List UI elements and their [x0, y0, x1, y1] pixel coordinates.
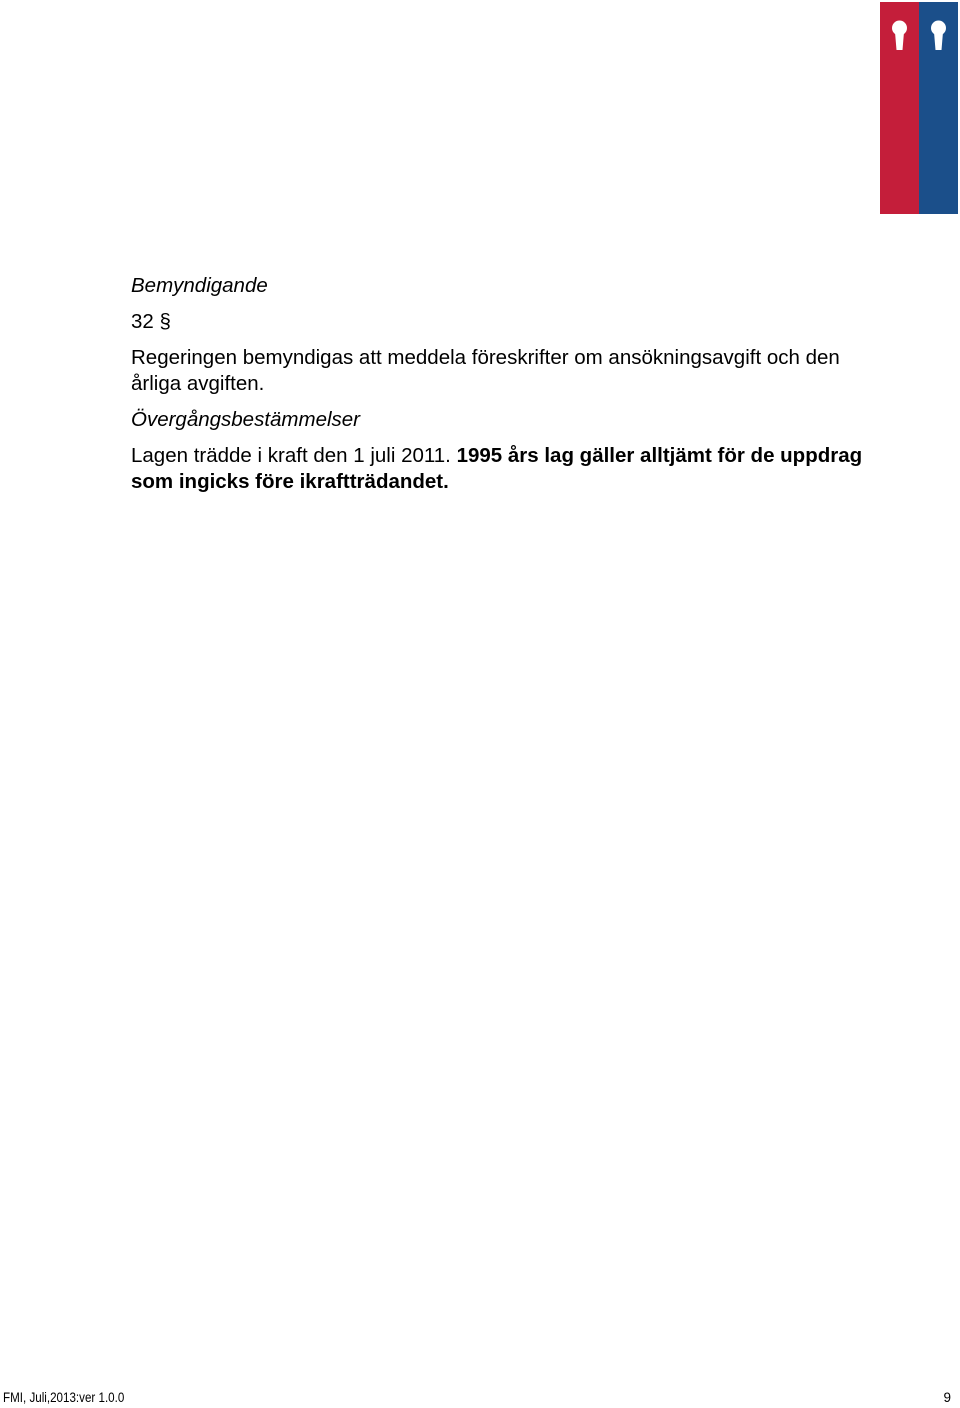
section-heading: Bemyndigande [131, 274, 268, 297]
logo-blue-band [919, 2, 958, 214]
transition-heading: Övergångsbestämmelser [131, 408, 361, 431]
transition-bold-text: 1995 års lag gäller alltjämt för de uppdrag som ingicks före ikraftträdandet. [131, 444, 863, 493]
footer-version: FMI, Juli,2013:ver 1.0.0 [3, 1390, 125, 1405]
transition-body [131, 443, 871, 495]
paragraph-number: 32 § [131, 310, 171, 333]
transition-normal-text: Lagen trädde i kraft den 1 juli 2011. [131, 444, 451, 467]
keyhole-icon [890, 20, 909, 54]
paragraph-body: Regeringen bemyndigas att meddela föreskrifter om ansökningsavgift och den årliga avgiften. [131, 346, 840, 395]
keyhole-icon [929, 20, 948, 54]
logo-red-band [880, 2, 919, 214]
document-body [131, 273, 871, 495]
page-number: 9 [943, 1390, 951, 1405]
fmi-logo [880, 2, 958, 214]
